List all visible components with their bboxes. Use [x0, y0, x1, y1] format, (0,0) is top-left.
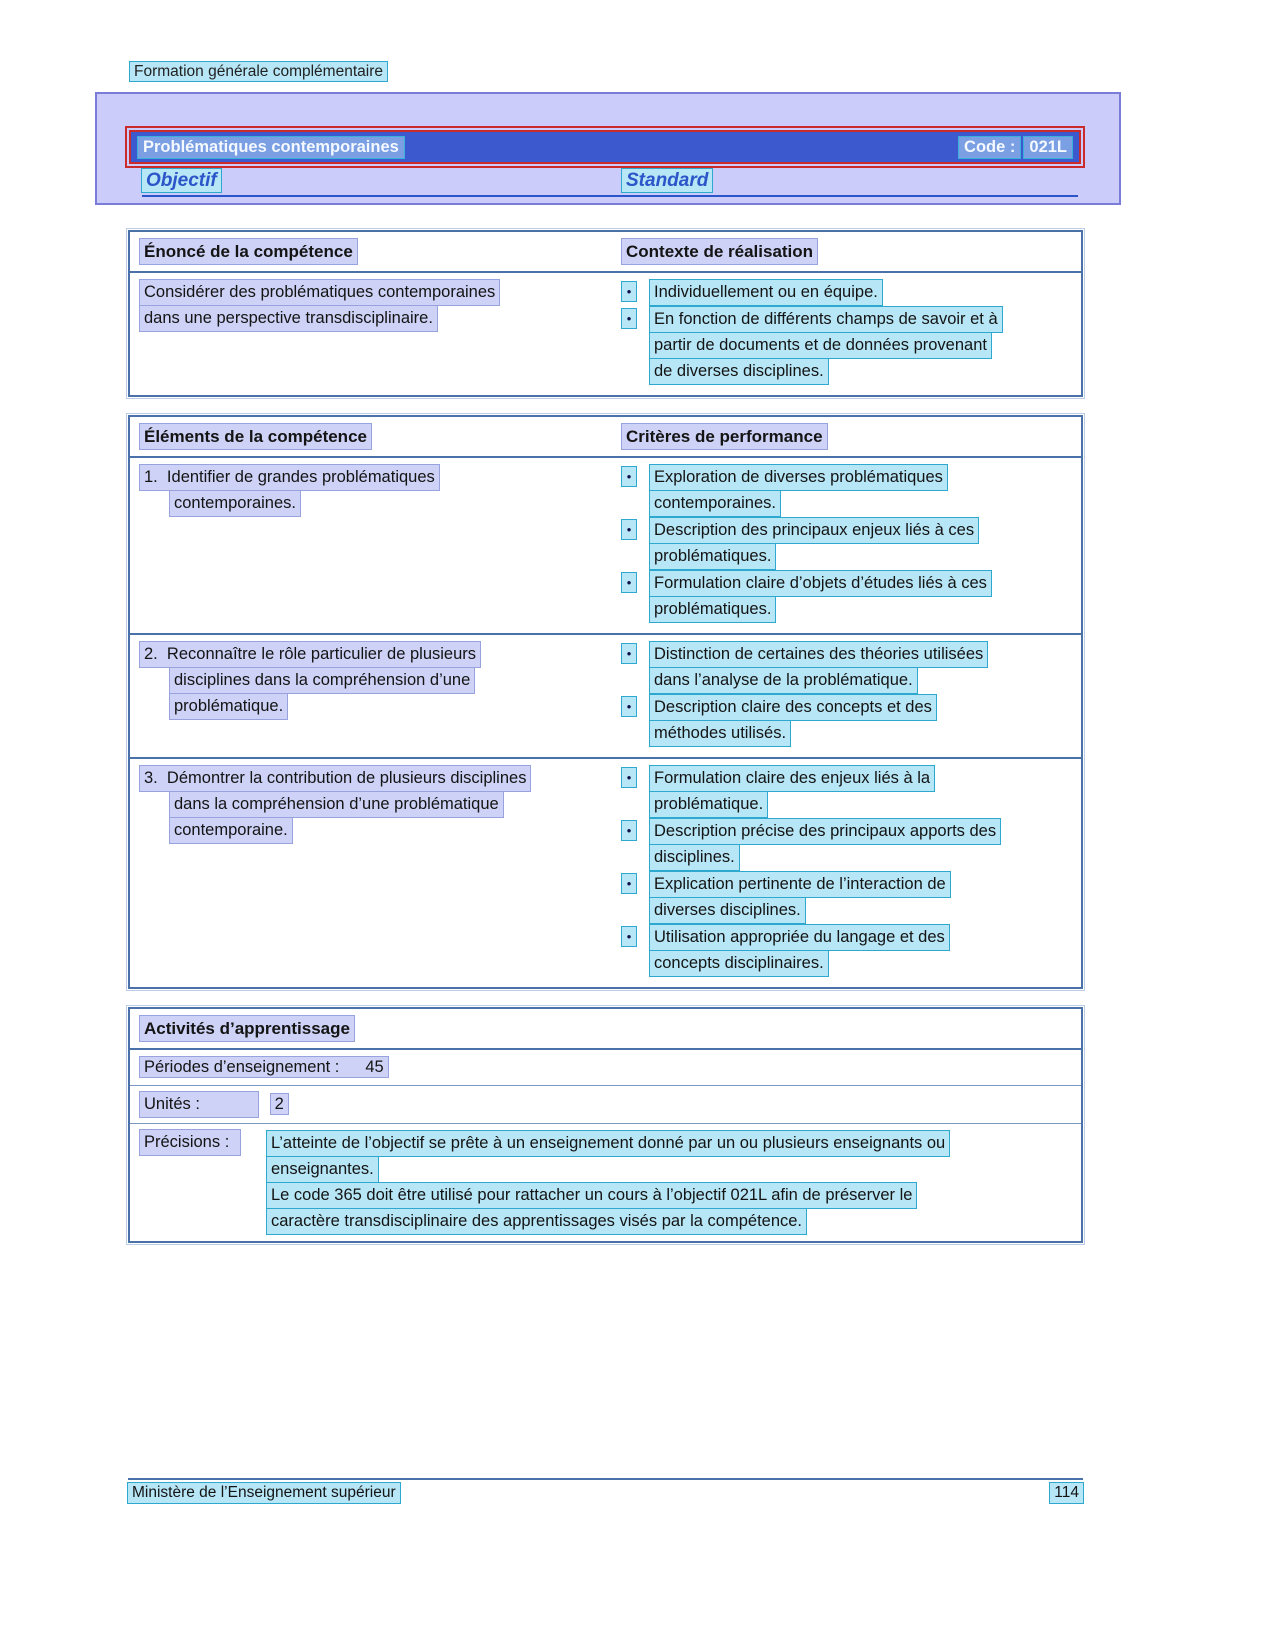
- footer-divider: [128, 1478, 1083, 1480]
- bullet-icon: •: [622, 309, 636, 328]
- bullet-icon: •: [622, 467, 636, 486]
- bullet-item: [622, 306, 1073, 385]
- table-row: [130, 757, 1081, 987]
- table-row: [130, 633, 1081, 757]
- bullet-icon: •: [622, 573, 636, 592]
- element-2-cell: [130, 641, 616, 747]
- text-line: Distinction de certaines des théories utilisées: [650, 642, 987, 667]
- text-line: problématiques.: [650, 544, 775, 569]
- objectif-heading: Objectif: [142, 169, 221, 192]
- text-line: contemporaines.: [170, 491, 300, 516]
- text-line: dans la compréhension d’une problématique: [170, 792, 503, 817]
- bullet-icon: •: [622, 282, 636, 301]
- document-content: [128, 230, 1083, 1261]
- footer-page-number: 114: [1050, 1483, 1083, 1503]
- text-line: disciplines.: [650, 845, 739, 870]
- text-line: méthodes utilisés.: [650, 721, 790, 746]
- bullet-text: [650, 924, 1073, 977]
- contexte-cell: [616, 279, 1081, 385]
- bullet-item: [622, 871, 1073, 924]
- element-3-cell: [130, 765, 616, 977]
- table2-header-right-cell: [616, 423, 1081, 450]
- text-line: Le code 365 doit être utilisé pour rattacher un cours à l’objectif 021L afin de préserver le: [267, 1183, 916, 1208]
- periodes-row: [130, 1050, 1081, 1085]
- bullet-icon: •: [622, 768, 636, 787]
- text-line: Formulation claire des enjeux liés à la: [650, 766, 934, 791]
- course-title: Problématiques contemporaines: [138, 137, 404, 158]
- text-line: L’atteinte de l’objectif se prête à un enseignement donné par un ou plusieurs enseignants ou: [267, 1131, 949, 1156]
- text-line: Description des principaux enjeux liés à ces: [650, 518, 978, 543]
- unites-row: [130, 1085, 1081, 1123]
- text-line: Description précise des principaux apports des: [650, 819, 1000, 844]
- course-code: [959, 137, 1072, 158]
- text-line: Explication pertinente de l’interaction de: [650, 872, 950, 897]
- bullet-item: [622, 694, 1073, 747]
- bullet-item: [622, 570, 1073, 623]
- table3-header-row: [130, 1009, 1081, 1050]
- periodes-group: [140, 1057, 388, 1077]
- footer-ministry: Ministère de l’Enseignement supérieur: [128, 1483, 400, 1503]
- text-line: Utilisation appropriée du langage et des: [650, 925, 949, 950]
- unites-label: Unités :: [140, 1092, 258, 1117]
- enonce-competence-table: [128, 230, 1083, 397]
- precisions-label: Précisions :: [140, 1130, 240, 1155]
- bullet-text: [650, 641, 1073, 694]
- bullet-item: [622, 517, 1073, 570]
- standard-column: [622, 170, 1078, 197]
- standard-heading: Standard: [622, 169, 712, 192]
- precisions-text: [267, 1130, 1071, 1235]
- table2-header-left-cell: [130, 423, 616, 450]
- bullet-icon: •: [622, 927, 636, 946]
- bullet-text: [650, 871, 1073, 924]
- table-row: [130, 273, 1081, 395]
- text-line: 3. Démontrer la contribution de plusieurs disciplines: [140, 766, 530, 791]
- text-line: Description claire des concepts et des: [650, 695, 936, 720]
- text-line: caractère transdisciplinaire des apprentissages visés par la compétence.: [267, 1209, 806, 1234]
- table2-header-row: [130, 417, 1081, 458]
- bullet-icon: •: [622, 644, 636, 663]
- bullet-item: [622, 641, 1073, 694]
- bullet-item: [622, 279, 1073, 306]
- table1-header-left-cell: [130, 238, 616, 265]
- text-line: problématique.: [650, 792, 767, 817]
- bullet-item: [622, 765, 1073, 818]
- table2-header-right: Critères de performance: [622, 424, 827, 449]
- table2-header-left: Éléments de la compétence: [140, 424, 371, 449]
- bullet-item: [622, 818, 1073, 871]
- text-line: partir de documents et de données provenant: [650, 333, 991, 358]
- text-line: dans une perspective transdisciplinaire.: [140, 306, 437, 331]
- table-row: [130, 458, 1081, 633]
- bullet-text: [650, 279, 1073, 306]
- text-line: 1. Identifier de grandes problématiques: [140, 465, 439, 490]
- objectif-standard-row: [142, 170, 1078, 197]
- table1-header-right-cell: [616, 238, 1081, 265]
- bullet-icon: •: [622, 874, 636, 893]
- text-line: Formulation claire d’objets d’études liés à ces: [650, 571, 991, 596]
- bullet-item: [622, 924, 1073, 977]
- footer: [128, 1483, 1083, 1503]
- unites-value: 2: [271, 1094, 288, 1114]
- periodes-label: Périodes d’enseignement :: [144, 1058, 340, 1076]
- page-header-text: Formation générale complémentaire: [130, 62, 387, 81]
- bullet-text: [650, 765, 1073, 818]
- bullet-text: [650, 818, 1073, 871]
- text-line: contemporaines.: [650, 491, 780, 516]
- periodes-value: 45: [365, 1058, 384, 1076]
- bullet-icon: •: [622, 520, 636, 539]
- text-line: contemporaine.: [170, 818, 292, 843]
- text-line: diverses disciplines.: [650, 898, 805, 923]
- text-line: Considérer des problématiques contemporaines: [140, 280, 499, 305]
- bullet-text: [650, 517, 1073, 570]
- table1-header-left: Énoncé de la compétence: [140, 239, 357, 264]
- table1-header-right: Contexte de réalisation: [622, 239, 817, 264]
- element-1-cell: [130, 464, 616, 623]
- text-line: Exploration de diverses problématiques: [650, 465, 947, 490]
- criteres-1-cell: [616, 464, 1081, 623]
- title-bar: [129, 130, 1081, 164]
- bullet-text: [650, 464, 1073, 517]
- bullet-item: [622, 464, 1073, 517]
- text-line: enseignantes.: [267, 1157, 378, 1182]
- text-line: problématiques.: [650, 597, 775, 622]
- page-header: [130, 63, 387, 81]
- text-line: concepts disciplinaires.: [650, 951, 828, 976]
- precisions-row: [130, 1123, 1081, 1241]
- bullet-icon: •: [622, 697, 636, 716]
- criteres-2-cell: [616, 641, 1081, 747]
- text-line: 2. Reconnaître le rôle particulier de plusieurs: [140, 642, 480, 667]
- table1-header-row: [130, 232, 1081, 273]
- competence-statement-cell: [130, 279, 616, 385]
- course-code-value: 021L: [1024, 137, 1072, 158]
- course-code-label: Code :: [959, 137, 1020, 158]
- bullet-icon: •: [622, 821, 636, 840]
- elements-competence-table: [128, 415, 1083, 989]
- activites-apprentissage-table: [128, 1007, 1083, 1243]
- text-line: problématique.: [170, 694, 287, 719]
- objectif-column: [142, 170, 622, 197]
- text-line: dans l’analyse de la problématique.: [650, 668, 917, 693]
- text-line: de diverses disciplines.: [650, 359, 828, 384]
- table3-header: Activités d’apprentissage: [140, 1016, 354, 1041]
- text-line: Individuellement ou en équipe.: [650, 280, 882, 305]
- bullet-text: [650, 306, 1073, 385]
- text-line: disciplines dans la compréhension d’une: [170, 668, 474, 693]
- bullet-text: [650, 694, 1073, 747]
- title-box: [95, 92, 1121, 205]
- text-line: En fonction de différents champs de savoir et à: [650, 307, 1002, 332]
- criteres-3-cell: [616, 765, 1081, 977]
- bullet-text: [650, 570, 1073, 623]
